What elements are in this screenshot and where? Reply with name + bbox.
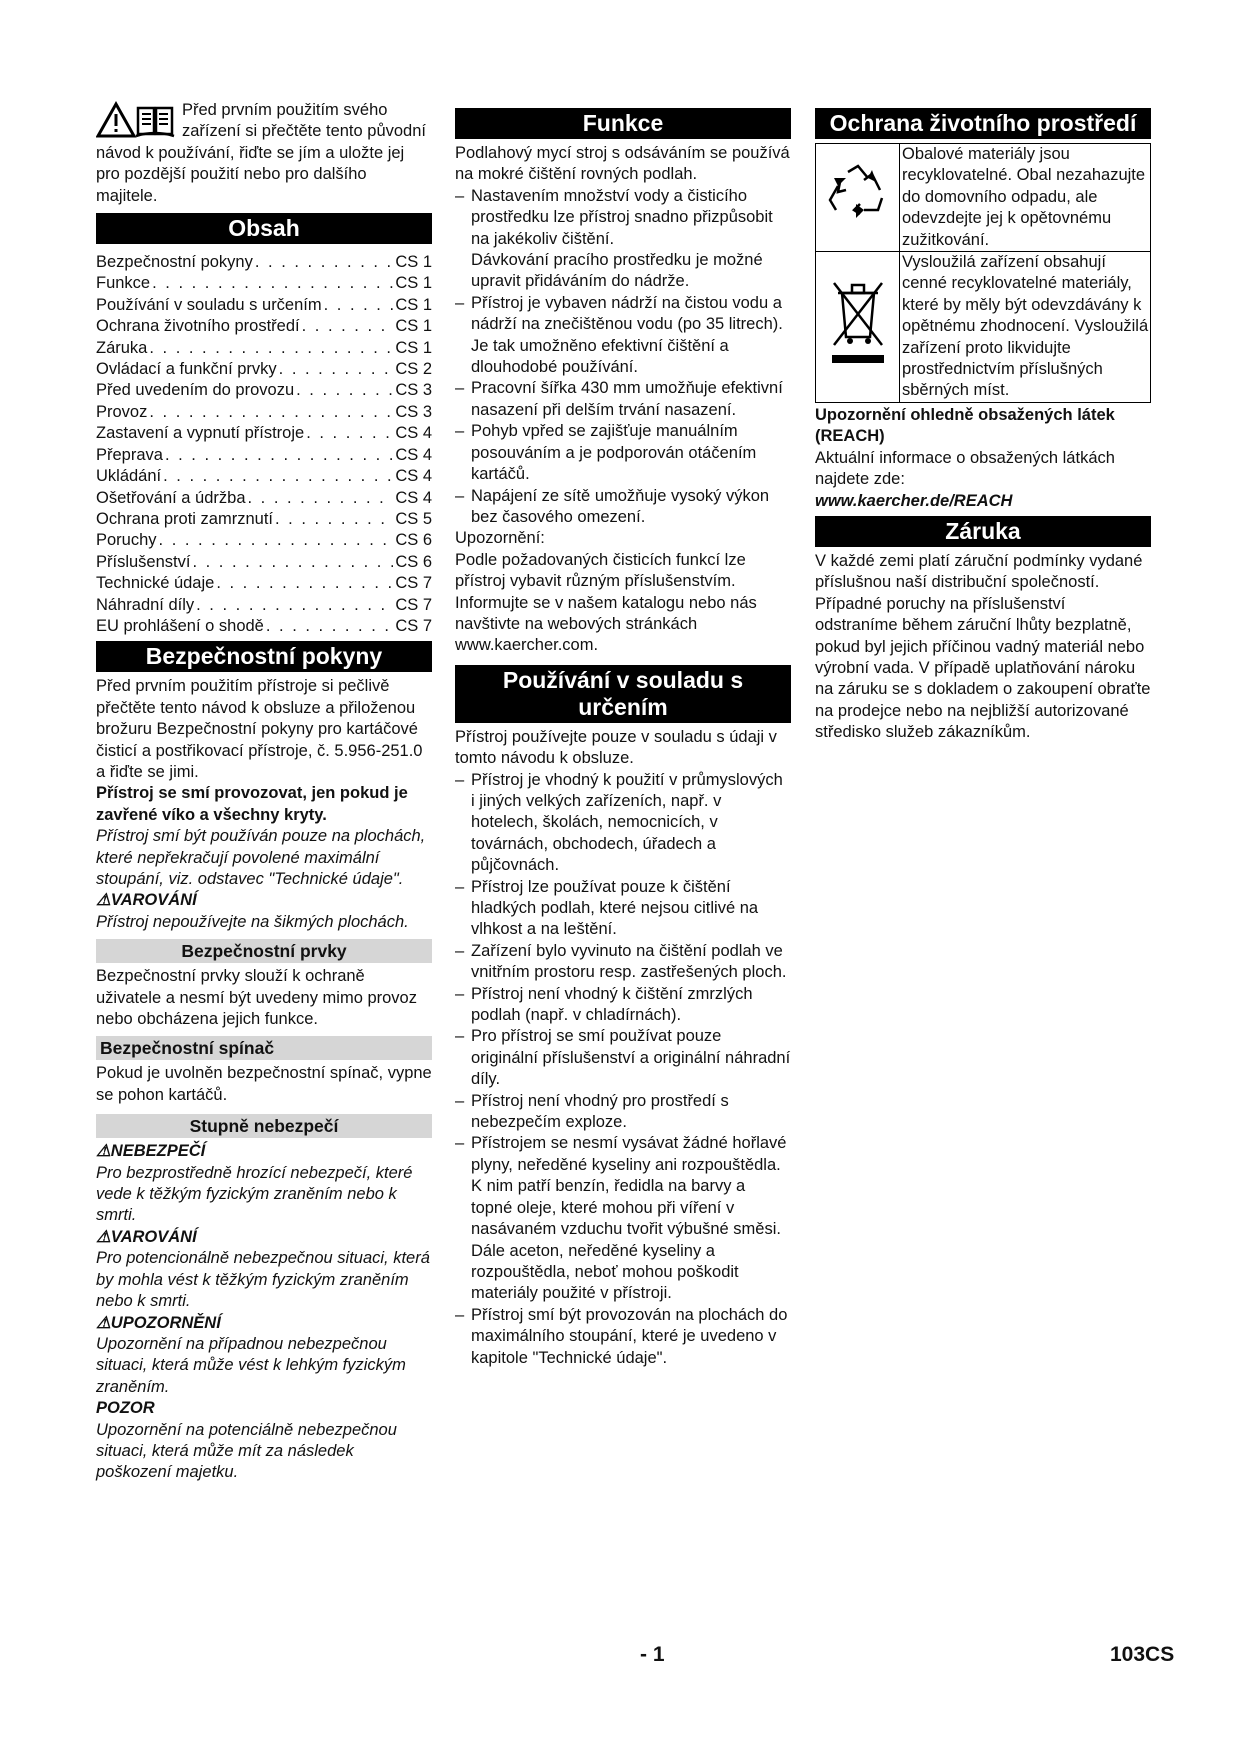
column-middle xyxy=(455,108,791,1369)
column-right xyxy=(815,108,1151,744)
intro-text: Před prvním použitím svého zařízení si přečtěte tento původní návod k používání, řiďte se jím a uložte jej pro pozdější použití nebo pro dalšího majitele. xyxy=(96,101,426,205)
warning-triangle-icon xyxy=(96,100,178,140)
table-row xyxy=(816,144,1151,252)
safety-italic-note: Přístroj smí být používán pouze na plochách, které nepřekračují povolené maximální stoupání, viz. odstavec "Technické údaje". xyxy=(96,827,426,888)
toc-item[interactable]: Technické údaje . . . CS 7 xyxy=(96,573,432,594)
environment-table xyxy=(815,143,1151,403)
warranty-heading: Záruka xyxy=(815,516,1151,547)
list-item: – Přístroj lze používat pouze k čištění hladkých podlah, které nejsou citlivé na vlhkost a na leštění. xyxy=(455,877,791,941)
list-item: – Zařízení bylo vyvinuto na čištění podlah ve vnitřním prostoru resp. zastřešených ploch. xyxy=(455,941,791,984)
toc-item[interactable]: Používání v souladu s určením . . . CS 1 xyxy=(96,295,432,316)
safety-bold-note: Přístroj se smí provozovat, jen pokud je zavřené víko a všechny kryty. xyxy=(96,784,408,824)
weee-bin-icon xyxy=(816,252,900,403)
list-item: – Přístrojem se nesmí vysávat žádné hořlavé plyny, neředěné kyseliny ani rozpouštědla. K nim patří benzín, ředidla na barvy a topné oleje, které mohou při víření v nasávaném vzduchu tvořit výbušné směsi. Dále aceton, neředěné kyseliny a rozpouštědla, neboť mohou poškodit materiály použité v přístroji. xyxy=(455,1133,791,1304)
warning-text: Přístroj nepoužívejte na šikmých plochách. xyxy=(96,912,409,931)
manual-book-icon xyxy=(136,108,174,136)
function-list xyxy=(455,186,791,529)
function-intro: Podlahový mycí stroj s odsáváním se používá na mokré čištění rovných podlah. xyxy=(455,144,790,184)
notice-label: POZOR xyxy=(96,1399,155,1418)
table-row xyxy=(816,252,1151,403)
safety-heading: Bezpečnostní pokyny xyxy=(96,641,432,672)
environment-heading: Ochrana životního prostředí xyxy=(815,108,1151,139)
caution-label: ⚠UPOZORNĚNÍ xyxy=(96,1313,221,1332)
toc-item[interactable]: Ochrana proti zamrznutí . . . CS 5 xyxy=(96,509,432,530)
table-of-contents xyxy=(96,252,432,637)
toc-item[interactable]: Záruka . . . CS 1 xyxy=(96,338,432,359)
list-item: – Napájení ze sítě umožňuje vysoký výkon bez časového omezení. xyxy=(455,486,791,529)
toc-item[interactable]: Ochrana životního prostředí . . . CS 1 xyxy=(96,316,432,337)
safety-switch-text: Pokud je uvolněn bezpečnostní spínač, vypne se pohon kartáčů. xyxy=(96,1064,432,1104)
safety-switch-heading: Bezpečnostní spínač xyxy=(96,1036,432,1060)
list-item: – Přístroj smí být provozován na plochách do maximálního stoupání, které je uvedeno v kapitole "Technické údaje". xyxy=(455,1305,791,1369)
warning-triangle-icon: ⚠ xyxy=(96,1142,111,1161)
list-item: – Přístroj je vybaven nádrží na čistou vodu a nádrží na znečištěnou vodu (po 35 litrech). Je tak umožněno efektivní čištění a dlouhodobé používání. xyxy=(455,293,791,379)
safety-elements-heading: Bezpečnostní prvky xyxy=(96,939,432,963)
list-item: – Nastavením množství vody a čisticího prostředku lze přístroj snadno přizpůsobit na jakékoliv čištění. Dávkování pracího prostředku je možné upravit přidáváním do nádrže. xyxy=(455,186,791,293)
safety-intro: Před prvním použitím přístroje si pečlivě přečtěte tento návod k obsluze a přiloženou brožuru Bezpečnostní pokyny pro kartáčové čisticí a postřikovací přístroje, č. 5.956-251.0 a řiďte se jimi. xyxy=(96,677,423,781)
recycle-icon xyxy=(816,144,900,252)
toc-item[interactable]: Provoz . . . CS 3 xyxy=(96,402,432,423)
danger-text: Pro bezprostředně hrozící nebezpečí, které vede k těžkým fyzickým zraněním nebo k smrti. xyxy=(96,1163,413,1225)
function-note-label: Upozornění: xyxy=(455,529,545,548)
use-list xyxy=(455,770,791,1369)
toc-item[interactable]: Bezpečnostní pokyny . . . CS 1 xyxy=(96,252,432,273)
reach-link[interactable]: www.kaercher.de/REACH xyxy=(815,491,1013,510)
toc-item[interactable]: Zastavení a vypnutí přístroje . . . CS 4 xyxy=(96,423,432,444)
toc-item[interactable]: Náhradní díly . . . CS 7 xyxy=(96,595,432,616)
danger-levels-heading: Stupně nebezpečí xyxy=(96,1114,432,1138)
list-item: – Přístroj je vhodný k použití v průmyslových i jiných velkých zařízeních, např. v hotelech, školách, nemocnicích, v továrnách, obchodech, úřadech a půjčovnách. xyxy=(455,770,791,877)
warning-triangle-icon: ⚠ xyxy=(96,891,111,910)
intro-block xyxy=(96,100,432,207)
danger-label: ⚠NEBEZPEČÍ xyxy=(96,1142,206,1161)
safety-elements-text: Bezpečnostní prvky slouží k ochraně uživatele a nesmí být uvedeny mimo provoz nebo obcházena jejich funkce. xyxy=(96,967,417,1029)
environment-text: Obalové materiály jsou recyklovatelné. Obal nezahazujte do domovního odpadu, ale odevzdejte jej k opětovnému zužitkování. xyxy=(900,144,1151,252)
toc-item[interactable]: Ošetřování a údržba . . . CS 4 xyxy=(96,488,432,509)
toc-item[interactable]: Poruchy . . . CS 6 xyxy=(96,530,432,551)
toc-heading: Obsah xyxy=(96,213,432,244)
warning-triangle-icon: ⚠ xyxy=(96,1313,111,1332)
toc-item[interactable]: EU prohlášení o shodě . . . CS 7 xyxy=(96,616,432,637)
use-heading: Používání v souladu s určením xyxy=(455,665,791,723)
reach-text: Aktuální informace o obsažených látkách najdete zde: xyxy=(815,448,1115,489)
caution-text: Upozornění na případnou nebezpečnou situaci, která může vést k lehkým fyzickým zraněním. xyxy=(96,1334,406,1396)
function-heading: Funkce xyxy=(455,108,791,139)
warning-triangle-icon: ⚠ xyxy=(96,1227,111,1246)
toc-item[interactable]: Přeprava . . . CS 4 xyxy=(96,445,432,466)
function-note-text: Podle požadovaných čisticích funkcí lze přístroj vybavit různým příslušenstvím. Informujte se v našem katalogu nebo nás navštivte na webových stránkách www.kaercher.com. xyxy=(455,550,757,655)
warranty-text: V každé zemi platí záruční podmínky vydané příslušnou naší distribuční společností. Případné poruchy na příslušenství odstraníme během záruční lhůty bezplatně, pokud byl jejich příčinou vadný materiál nebo výrobní vada. V případě uplatňování nároku na záruku se s dokladem o zakoupení obraťte na prodejce nebo na nejbližší autorizované středisko služeb zákazníkům. xyxy=(815,551,1151,742)
use-intro: Přístroj používejte pouze v souladu s údaji v tomto návodu k obsluze. xyxy=(455,727,777,768)
toc-item[interactable]: Ukládání . . . CS 4 xyxy=(96,466,432,487)
warning-label: ⚠VAROVÁNÍ xyxy=(96,891,197,910)
list-item: – Přístroj není vhodný k čištění zmrzlých podlah (např. v chladírnách). xyxy=(455,984,791,1027)
warning-text: Pro potencionálně nebezpečnou situaci, která by mohla vést k těžkým fyzickým zraněním nebo k smrti. xyxy=(96,1249,430,1311)
column-left xyxy=(96,100,432,1484)
reach-heading: Upozornění ohledně obsažených látek (REACH) xyxy=(815,405,1115,446)
toc-item[interactable]: Příslušenství . . . CS 6 xyxy=(96,552,432,573)
list-item: – Pohyb vpřed se zajišťuje manuálním posouváním a je podporován otáčením kartáčů. xyxy=(455,421,791,485)
environment-text: Vysloužilá zařízení obsahují cenné recyklovatelné materiály, které by měly být odevzdávány k opětnému zhodnocení. Vysloužilá zařízení proto likvidujte prostřednictvím příslušných sběrných míst. xyxy=(900,252,1151,403)
page-number: - 1 xyxy=(640,1643,665,1666)
page-code: 103CS xyxy=(1110,1643,1175,1666)
warning-label: ⚠VAROVÁNÍ xyxy=(96,1227,197,1246)
intro-icons xyxy=(96,100,178,142)
notice-text: Upozornění na potenciálně nebezpečnou situaci, která může mít za následek poškození majetku. xyxy=(96,1420,397,1482)
toc-item[interactable]: Ovládací a funkční prvky . . . CS 2 xyxy=(96,359,432,380)
list-item: – Pracovní šířka 430 mm umožňuje efektivní nasazení při delším trvání nasazení. xyxy=(455,378,791,421)
toc-item[interactable]: Před uvedením do provozu . . . CS 3 xyxy=(96,380,432,401)
list-item: – Přístroj není vhodný pro prostředí s nebezpečím exploze. xyxy=(455,1091,791,1134)
toc-item[interactable]: Funkce . . . CS 1 xyxy=(96,273,432,294)
list-item: – Pro přístroj se smí používat pouze originální příslušenství a originální náhradní díly. xyxy=(455,1026,791,1090)
